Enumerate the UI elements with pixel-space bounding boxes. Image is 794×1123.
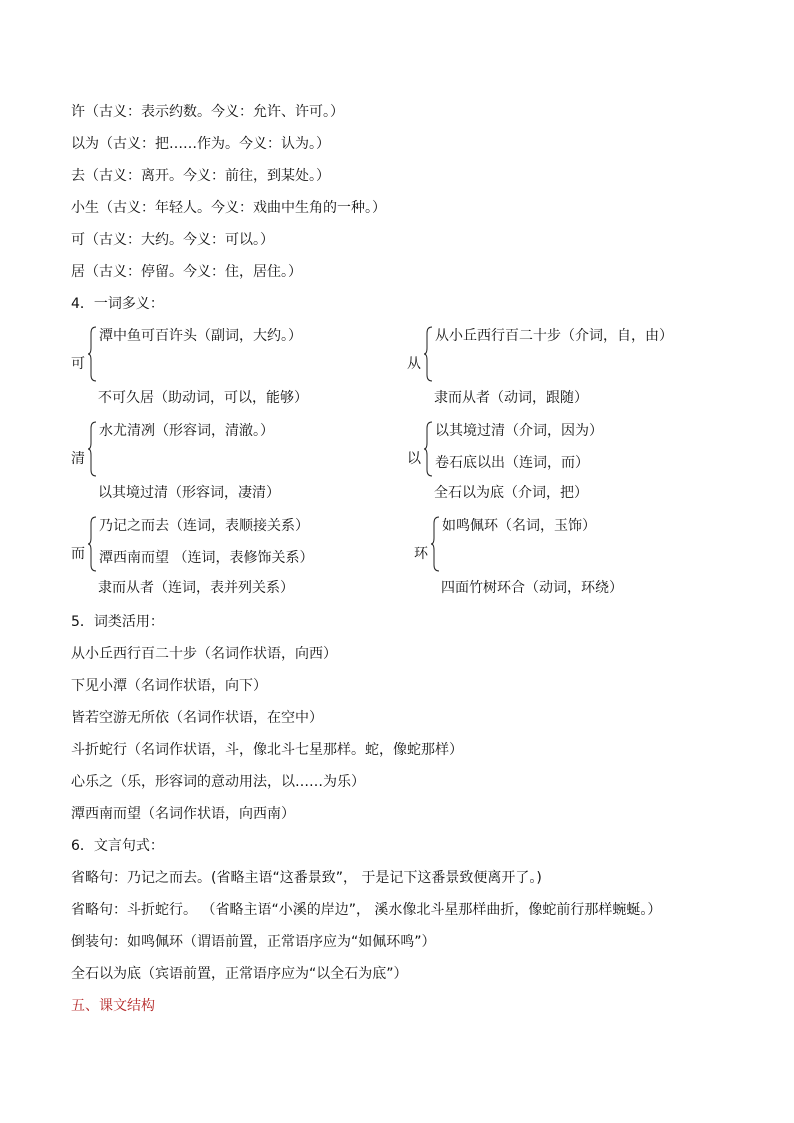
huoyong-item: 心乐之（乐，形容词的意动用法，以……为乐） <box>71 774 365 790</box>
polysemy-meaning: 不可久居（助动词，可以，能够） <box>98 390 308 406</box>
polysemy-meaning: 以其境过清（形容词，凄清） <box>98 485 280 501</box>
huoyong-item: 下见小潭（名词作状语，向下） <box>71 678 267 694</box>
polysemy-meaning: 隶而从者（连词，表并列关系） <box>98 580 294 596</box>
polysemy-meaning: 卷石底以出（连词，而） <box>435 455 589 471</box>
jushi-item: 省略句：斗折蛇行。 （省略主语“小溪的岸边”， 溪水像北斗星那样曲折，像蛇前行那样蜿蜒。） <box>71 902 662 918</box>
gujin-item-xu: 许（古义：表示约数。今义：允许、许可。） <box>71 104 344 120</box>
left-brace-icon <box>87 326 97 382</box>
gujin-item-ju: 居（古义：停留。今义：住，居住。） <box>71 264 302 280</box>
jushi-item: 倒装句：如鸣佩环（谓语前置，正常语序应为“如佩环鸣”） <box>71 934 436 950</box>
polysemy-meaning: 四面竹树环合（动词，环绕） <box>441 580 623 596</box>
left-brace-icon <box>87 516 97 572</box>
huoyong-item: 从小丘西行百二十步（名词作状语，向西） <box>71 646 337 662</box>
polysemy-meaning: 水尤清冽（形容词，清澈。） <box>99 423 274 439</box>
polysemy-char: 清 <box>71 451 85 467</box>
section-five-title: 五、课文结构 <box>71 998 155 1014</box>
huoyong-item: 皆若空游无所依（名词作状语，在空中） <box>71 710 323 726</box>
polysemy-char: 而 <box>71 546 85 562</box>
polysemy-meaning: 潭中鱼可百许头（副词，大约。） <box>99 328 302 344</box>
section-6-heading: 6．文言句式： <box>71 838 164 854</box>
gujin-item-ke: 可（古义：大约。今义：可以。） <box>71 232 274 248</box>
polysemy-meaning: 乃记之而去（连词，表顺接关系） <box>99 518 309 534</box>
section-5-heading: 5．词类活用： <box>71 614 164 630</box>
huoyong-item: 潭西南而望（名词作状语，向西南） <box>71 806 295 822</box>
polysemy-char: 以 <box>407 451 421 467</box>
polysemy-meaning: 隶而从者（动词，跟随） <box>434 390 588 406</box>
polysemy-meaning: 从小丘西行百二十步（介词，自，由） <box>435 328 673 344</box>
gujin-item-qu: 去（古义：离开。今义：前往，到某处。） <box>71 168 330 184</box>
jushi-item: 全石以为底（宾语前置，正常语序应为“以全石为底”） <box>71 966 408 982</box>
gujin-item-yiwei: 以为（古义：把……作为。今义：认为。） <box>71 136 330 152</box>
left-brace-icon <box>423 326 433 382</box>
jushi-item: 省略句：乃记之而去。(省略主语“这番景致”， 于是记下这番景致便离开了。) <box>71 870 542 886</box>
polysemy-meaning: 如鸣佩环（名词，玉饰） <box>442 518 596 534</box>
polysemy-char: 环 <box>414 546 428 562</box>
polysemy-char: 从 <box>407 356 421 372</box>
section-4-heading: 4．一词多义： <box>71 296 164 312</box>
polysemy-char: 可 <box>71 356 85 372</box>
left-brace-icon <box>430 516 440 572</box>
polysemy-meaning: 以其境过清（介词，因为） <box>435 423 603 439</box>
gujin-item-xiaosheng: 小生（古义：年轻人。今义：戏曲中生角的一种。） <box>71 200 386 216</box>
polysemy-meaning: 潭西南而望 （连词，表修饰关系） <box>99 550 314 566</box>
huoyong-item: 斗折蛇行（名词作状语，斗，像北斗七星那样。蛇，像蛇那样） <box>71 742 463 758</box>
left-brace-icon <box>87 421 97 477</box>
left-brace-icon <box>423 421 433 477</box>
polysemy-meaning: 全石以为底（介词，把） <box>434 485 588 501</box>
